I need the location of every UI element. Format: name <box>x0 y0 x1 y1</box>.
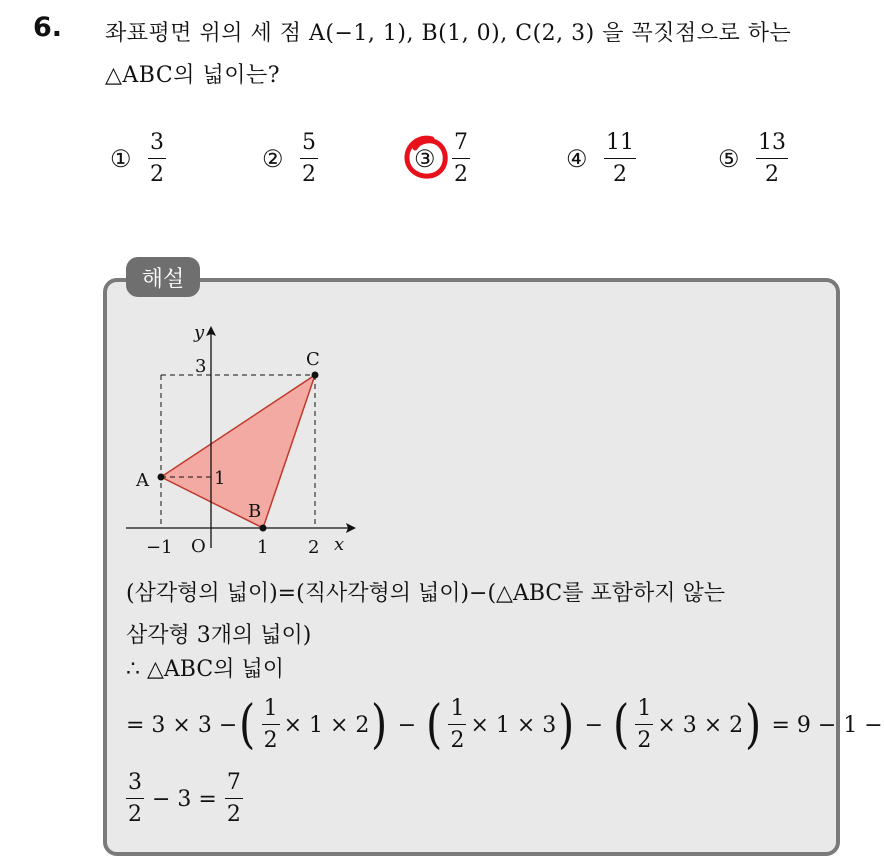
solution-line3: ∴ △ABC의 넓이 <box>126 657 284 682</box>
fraction-denominator: 2 <box>635 724 653 752</box>
y-axis-label: y <box>194 322 205 343</box>
fraction-denominator: 2 <box>604 158 636 186</box>
point-b-dot <box>260 525 267 532</box>
term1-rest: × 1 × 2 <box>283 712 370 738</box>
eq-tail: = 9 − 1 − <box>771 712 883 738</box>
y-tick-1: 1 <box>214 468 226 489</box>
x-tick-neg1: −1 <box>146 537 173 558</box>
choice-fraction <box>300 132 318 186</box>
minus-sign: − <box>397 712 417 738</box>
answer-circle-mark <box>402 131 452 183</box>
paren-open: ( <box>426 695 443 755</box>
term1-fraction <box>262 698 280 752</box>
choice-fraction <box>148 132 166 186</box>
fraction-denominator: 2 <box>300 158 318 186</box>
solution-equation <box>126 690 883 760</box>
choice-marker: ② <box>262 145 284 173</box>
fraction-numerator: 3 <box>150 130 164 155</box>
question-number: 6. <box>33 12 63 43</box>
fraction-denominator: 2 <box>225 798 243 826</box>
fraction-numerator: 7 <box>226 770 241 795</box>
choice-5[interactable] <box>718 124 788 194</box>
term3-fraction <box>635 698 653 752</box>
point-c-label: C <box>306 349 320 370</box>
eq-start: = 3 × 3 − <box>126 712 238 738</box>
choice-1[interactable] <box>110 124 166 194</box>
fraction-denominator: 2 <box>452 158 470 186</box>
fraction-numerator: 3 <box>128 770 142 795</box>
choice-fraction <box>604 132 636 186</box>
point-b-label: B <box>248 501 262 522</box>
fraction-numerator: 1 <box>263 696 278 721</box>
choice-fraction <box>452 132 470 186</box>
y-tick-3: 3 <box>195 356 207 377</box>
result-fraction-left <box>126 772 144 826</box>
question-text-line1: 좌표평면 위의 세 점 A(−1, 1), B(1, 0), C(2, 3) 을 꼭짓점으로 하는 <box>105 21 792 46</box>
term2-fraction <box>448 698 466 752</box>
fraction-denominator: 2 <box>448 724 466 752</box>
paren-open: ( <box>239 695 256 755</box>
paren-close: ) <box>745 695 762 755</box>
paren-close: ) <box>371 695 388 755</box>
term2-rest: × 1 × 3 <box>470 712 557 738</box>
coordinate-graph <box>118 320 368 565</box>
fraction-denominator: 2 <box>126 798 144 826</box>
fraction-denominator: 2 <box>262 724 280 752</box>
triangle-abc <box>161 375 315 528</box>
result-fraction-answer <box>225 772 243 826</box>
solution-line1: (삼각형의 넓이)=(직사각형의 넓이)−(△ABC를 포함하지 않는 <box>126 581 726 606</box>
point-a-label: A <box>136 470 149 491</box>
choice-marker: ⑤ <box>718 145 740 173</box>
fraction-numerator: 1 <box>637 696 652 721</box>
x-tick-2: 2 <box>308 537 320 558</box>
fraction-numerator: 1 <box>450 696 465 721</box>
paren-close: ) <box>558 695 575 755</box>
x-tick-1: 1 <box>257 537 269 558</box>
choice-marker: ③ <box>414 145 436 173</box>
fraction-numerator: 11 <box>606 130 634 155</box>
minus-sign: − <box>584 712 604 738</box>
solution-result <box>126 764 243 834</box>
choice-4[interactable] <box>566 124 636 194</box>
fraction-denominator: 2 <box>756 158 788 186</box>
term3-rest: × 3 × 2 <box>657 712 744 738</box>
x-axis-label: x <box>334 534 345 555</box>
fraction-numerator: 5 <box>302 130 316 155</box>
solution-tag: 해설 <box>126 257 200 297</box>
fraction-denominator: 2 <box>148 158 166 186</box>
result-mid: − 3 = <box>152 786 217 812</box>
origin-label: O <box>191 536 206 557</box>
point-c-dot <box>312 372 319 379</box>
solution-line2: 삼각형 3개의 넓이) <box>126 623 312 648</box>
fraction-numerator: 13 <box>758 130 786 155</box>
paren-open: ( <box>613 695 630 755</box>
choice-marker: ① <box>110 145 132 173</box>
choice-fraction <box>756 132 788 186</box>
choice-2[interactable] <box>262 124 318 194</box>
choice-marker: ④ <box>566 145 588 173</box>
question-text-line2: △ABC의 넓이는? <box>105 63 281 88</box>
point-a-dot <box>158 474 165 481</box>
fraction-numerator: 7 <box>454 130 468 155</box>
